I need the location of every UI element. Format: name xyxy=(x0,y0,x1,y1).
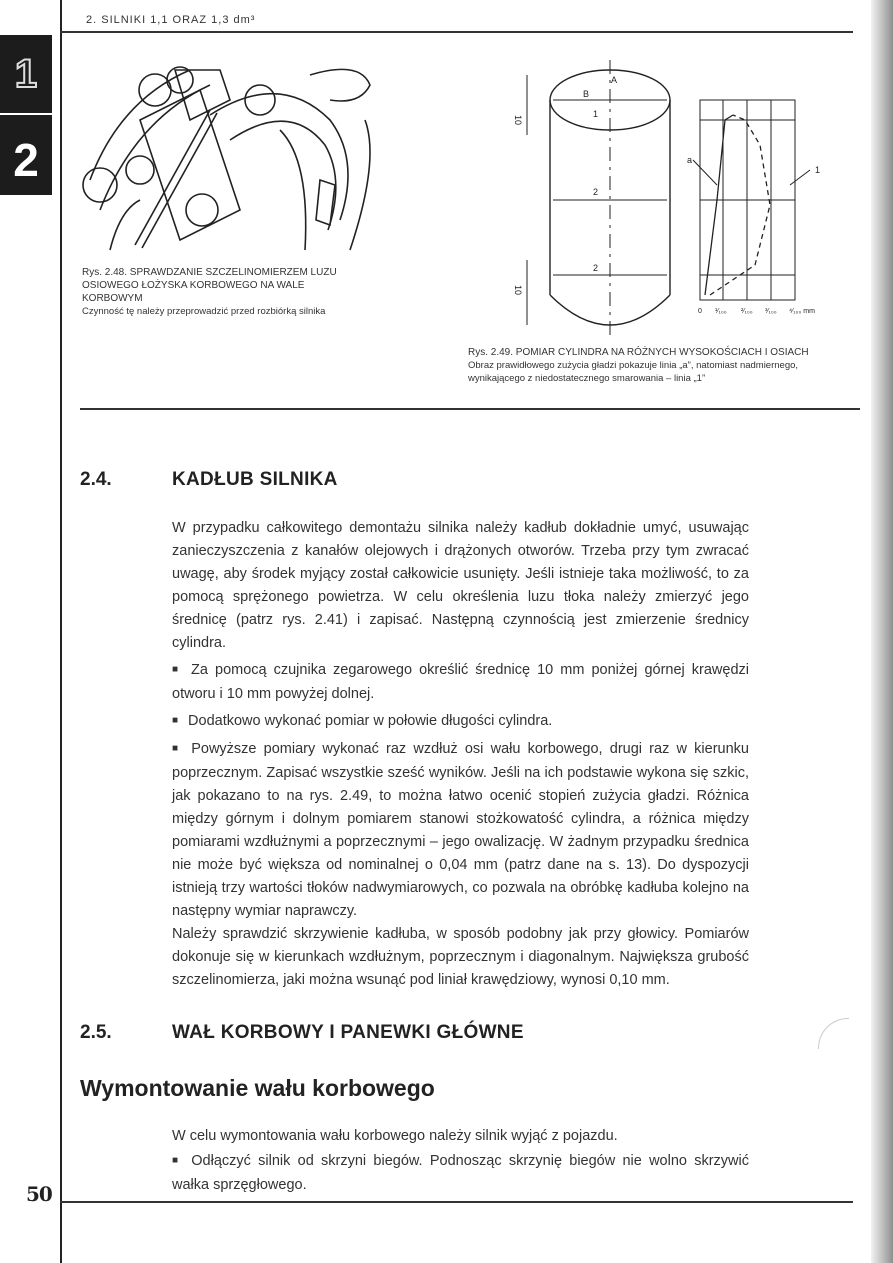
section-2-5-body xyxy=(172,1125,749,1197)
caption-note: Czynność tę należy przeprowadzić przed rozbiórką silnika xyxy=(82,306,326,317)
label-B: B xyxy=(583,89,590,99)
caption-line: Obraz prawidłowego zużycia gładzi pokazuje linia „a”, natomiast nadmiernego, xyxy=(468,360,799,371)
figure-2-48-caption xyxy=(82,266,382,318)
bullet-item: ■ Dodatkowo wykonać pomiar w połowie długości cylindra. xyxy=(172,710,749,734)
section-2-4-body xyxy=(172,517,749,992)
section-title-2-5: WAŁ KORBOWY I PANEWKI GŁÓWNE xyxy=(172,1022,524,1043)
paragraph: Należy sprawdzić skrzywienie kadłuba, w sposób podobny jak przy głowicy. Pomiarów dokonuje się w kierunkach wzdłużnym, poprzecznym i diagonalnym. Największa grubość szczelinomierza, jaki można wsunąć pod liniał krawędziowy, wynosi 0,10 mm. xyxy=(172,926,749,988)
chapter-tab-2: 2 xyxy=(0,115,52,195)
page-number: 50 xyxy=(26,1182,52,1206)
chapter-tab-1: 1 xyxy=(0,35,52,113)
label-a: a xyxy=(687,155,693,165)
running-head: 2. SILNIKI 1,1 ORAZ 1,3 dm³ xyxy=(86,14,256,26)
bullet-item: ■ Odłączyć silnik od skrzyni biegów. Podnosząc skrzynię biegów nie wolno skrzywić wałka sprzęgłowego. xyxy=(172,1150,749,1197)
label-A: A xyxy=(611,75,618,85)
label-2-lower: 2 xyxy=(593,263,599,273)
label-2: 2 xyxy=(593,187,599,197)
bullet-item: ■ Za pomocą czujnika zegarowego określić średnicę 10 mm poniżej górnej krawędzi otworu i 10 mm powyżej dolnej. xyxy=(172,659,749,706)
section-title-2-4: KADŁUB SILNIKA xyxy=(172,469,338,490)
scale-2: ²⁄₁₀₀ xyxy=(741,308,753,315)
margin-rule xyxy=(60,0,62,1263)
bullet-item: ■ Powyższe pomiary wykonać raz wzdłuż osi wału korbowego, drugi raz w kierunku poprzecznym. Zapisać wszystkie sześć wyników. Jeśli na ich podstawie wykona się szkic, jak pokazano to na rys. 2.49, to można łatwo ocenić stopień zużycia gładzi. Różnica między górnym i dolnym pomiarem stanowi stożkowatość cylindra, a różnica między pomiarami wzdłużnymi a poprzecznymi – jego owalizację. W żadnym przypadku średnica nie może być większa od nominalnej o 0,04 mm (patrz dane na s. 13). Do dyspozycji istnieją trzy wartości tłoków nadwymiarowych, co pozwala na obróbkę kadłuba kolejno na następny wymiar naprawczy. xyxy=(172,738,749,923)
caption-line: KORBOWYM xyxy=(82,293,143,304)
footer-rule xyxy=(60,1201,853,1203)
scale-1: ¹⁄₁₀₀ xyxy=(715,308,727,315)
label-1: 1 xyxy=(593,109,599,119)
paragraph: W celu wymontowania wału korbowego należy silnik wyjąć z pojazdu. xyxy=(172,1128,618,1144)
figure-2-49-caption xyxy=(468,346,848,385)
caption-line: Rys. 2.48. SPRAWDZANIE SZCZELINOMIERZEM LUZU xyxy=(82,267,337,278)
figure-2-49-diagram xyxy=(505,55,835,345)
scale-3: ³⁄₁₀₀ xyxy=(765,308,777,315)
label-10-bottom: 10 xyxy=(513,285,523,296)
caption-line: OSIOWEGO ŁOŻYSKA KORBOWEGO NA WALE xyxy=(82,280,305,291)
label-10-top: 10 xyxy=(513,115,523,126)
label-curve-1: 1 xyxy=(815,165,821,175)
section-divider xyxy=(80,408,860,410)
section-number-2-4: 2.4. xyxy=(80,469,112,490)
header-rule xyxy=(60,31,853,33)
book-spine-shadow xyxy=(871,0,893,1263)
scale-4: ⁴⁄₁₀₀ mm xyxy=(789,308,815,315)
caption-line: Rys. 2.49. POMIAR CYLINDRA NA RÓŻNYCH WYSOKOŚCIACH I OSIACH xyxy=(468,347,809,358)
scale-0: 0 xyxy=(698,308,702,315)
scan-artifact xyxy=(818,1018,849,1049)
figure-2-48-illustration xyxy=(80,60,380,260)
section-number-2-5: 2.5. xyxy=(80,1022,112,1043)
subsection-heading: Wymontowanie wału korbowego xyxy=(80,1075,435,1101)
paragraph: W przypadku całkowitego demontażu silnika należy kadłub dokładnie umyć, usuwając zanieczyszczenia z kanałów olejowych i drążonych otworów. Trzeba przy tym zwracać uwagę, aby środek myjący został całkowicie usunięty. Jeśli istnieje taka możliwość, to za pomocą sprężonego powietrza. W celu określenia luzu tłoka należy zmierzyć jego średnicę (patrz rys. 2.41) i zapisać. Następną czynnością jest zmierzenie średnicy cylindra. xyxy=(172,520,749,651)
caption-line: wynikającego z niedostatecznego smarowania – linia „1” xyxy=(468,373,706,384)
